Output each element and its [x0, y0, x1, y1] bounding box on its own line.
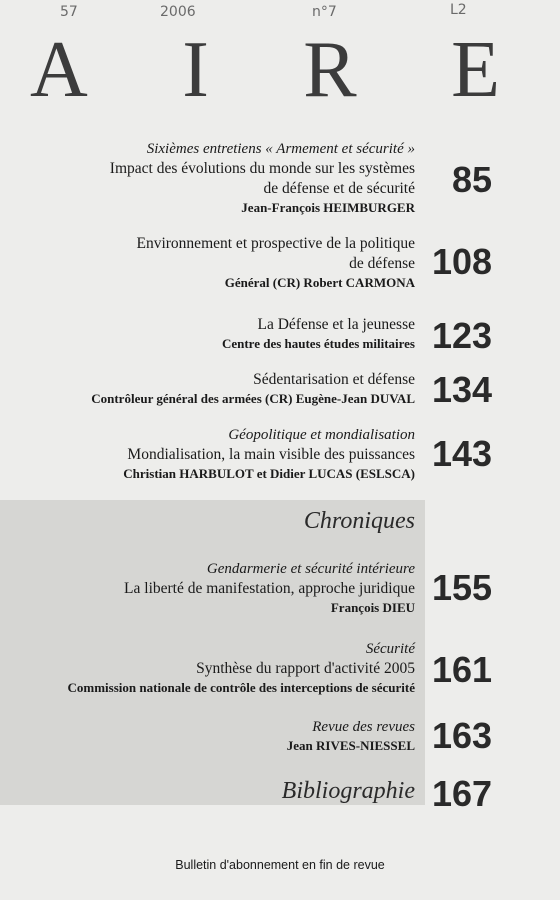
- page-number: 123: [432, 315, 493, 356]
- masthead-letter: R: [303, 26, 357, 114]
- entry-title: Sédentarisation et défense: [253, 371, 415, 388]
- section-heading-bibliographie: Bibliographie: [281, 778, 415, 804]
- entry-title: Mondialisation, la main visible des puissances: [127, 446, 415, 463]
- toc-entry: [110, 140, 415, 217]
- entry-title: La Défense et la jeunesse: [257, 316, 415, 333]
- toc-entry: [137, 234, 416, 292]
- toc-entry: [124, 560, 415, 617]
- entry-rubric: Géopolitique et mondialisation: [228, 427, 415, 443]
- entry-author: Jean-François HEIMBURGER: [241, 200, 415, 215]
- toc-entry: [287, 718, 415, 755]
- toc-entry: [222, 315, 415, 353]
- handwritten-note-2: 2006: [160, 4, 196, 20]
- entry-title: Environnement et prospective de la politique: [136, 235, 415, 252]
- masthead: [30, 26, 500, 114]
- entry-rubric: Sixièmes entretiens « Armement et sécurité »: [146, 141, 415, 157]
- page-number: 155: [432, 567, 493, 608]
- entry-rubric: Gendarmerie et sécurité intérieure: [206, 561, 415, 577]
- page-number: 163: [432, 715, 493, 756]
- toc-entry: [123, 426, 415, 483]
- page-number: 143: [432, 433, 493, 474]
- entry-author: Commission nationale de contrôle des interceptions de sécurité: [67, 680, 415, 695]
- masthead-letter: E: [451, 26, 500, 114]
- entry-author: Jean RIVES-NIESSEL: [286, 738, 415, 753]
- entry-author: Christian HARBULOT et Didier LUCAS (ESLSCA): [123, 466, 415, 481]
- page-number: 134: [432, 369, 493, 410]
- toc-entry: [91, 370, 415, 408]
- entry-author: Contrôleur général des armées (CR) Eugène-Jean DUVAL: [91, 391, 415, 406]
- entry-title: Synthèse du rapport d'activité 2005: [196, 660, 415, 677]
- masthead-letter: A: [30, 26, 88, 114]
- handwritten-note-1: 57: [60, 4, 78, 20]
- entry-author: Centre des hautes études militaires: [221, 336, 415, 351]
- subscription-note: Bulletin d'abonnement en fin de revue: [175, 858, 385, 872]
- masthead-letter: I: [182, 26, 209, 114]
- entry-rubric: Revue des revues: [312, 719, 415, 735]
- handwritten-note-3: n°7: [312, 4, 337, 20]
- section-heading-chroniques: Chroniques: [303, 508, 415, 534]
- entry-title: de défense: [349, 255, 415, 272]
- handwritten-note-4: L2: [450, 2, 467, 18]
- entry-title: Impact des évolutions du monde sur les systèmes: [109, 160, 415, 177]
- page-number: 85: [452, 159, 493, 200]
- page-number: 108: [432, 241, 493, 282]
- entry-rubric: Sécurité: [365, 641, 415, 657]
- entry-author: Général (CR) Robert CARMONA: [224, 275, 415, 290]
- toc-entry: [68, 640, 415, 697]
- entry-title: La liberté de manifestation, approche juridique: [124, 580, 415, 597]
- entry-title: de défense et de sécurité: [263, 180, 415, 197]
- page-number: 161: [432, 649, 493, 690]
- entry-author: François DIEU: [330, 600, 415, 615]
- page-number: 167: [432, 773, 493, 814]
